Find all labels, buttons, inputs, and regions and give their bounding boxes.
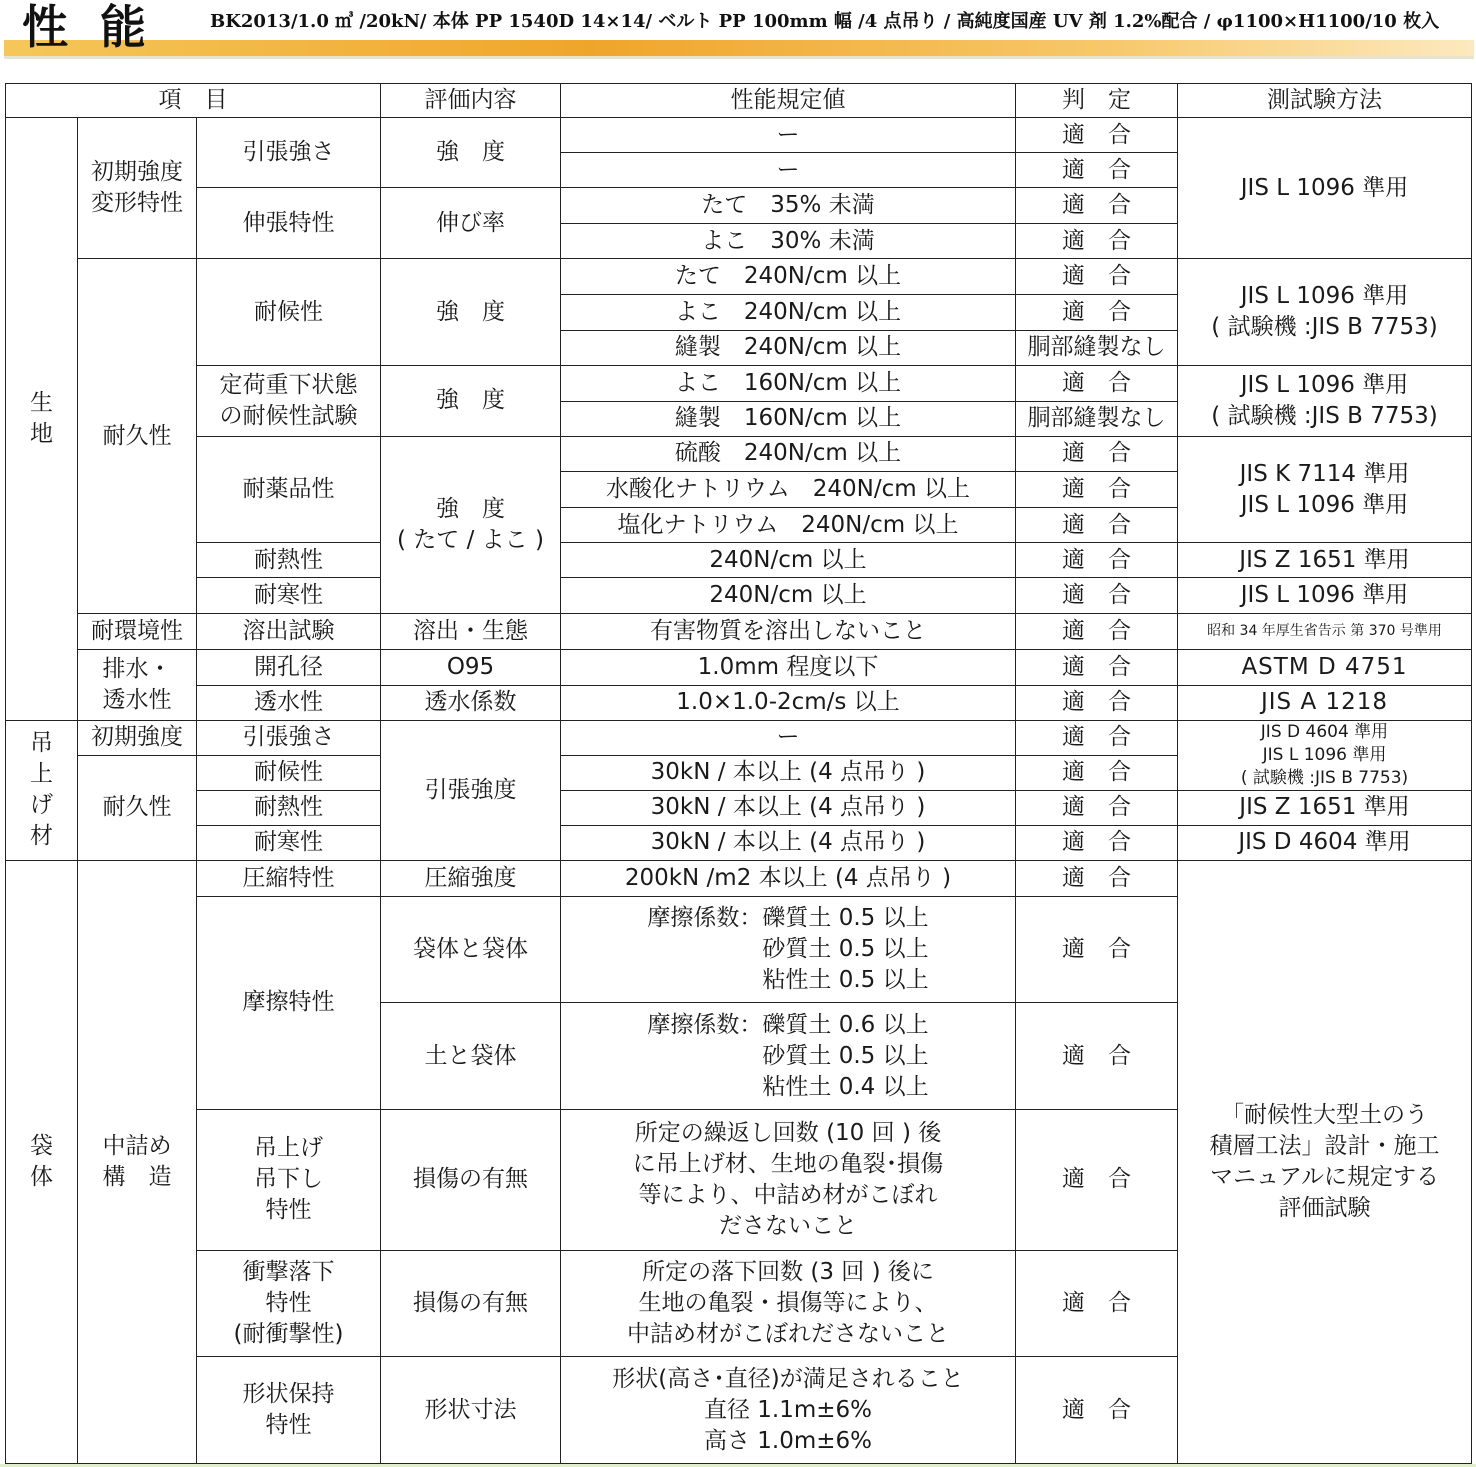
item-cold: 耐寒性 [197,578,381,614]
item-compression: 圧縮特性 [197,861,381,897]
judgement-value: 適 合 [1016,825,1178,860]
item-tensile: 引張強さ [197,118,381,188]
table-row [6,118,1472,153]
method-value: JIS Z 1651 準用 [1178,790,1472,825]
judgement-value: 適 合 [1016,861,1178,897]
eval-damage: 損傷の有無 [381,1109,561,1250]
table-row [6,720,1472,755]
col-header-item: 項 目 [6,84,381,118]
method-value: 「耐候性大型土のう 積層工法」設計・施工 マニュアルに規定する 評価試験 [1178,861,1472,1464]
judgement-value: 適 合 [1016,790,1178,825]
product-spec: BK2013/1.0 ㎥ /20kN/ 本体 PP 1540D 14×14/ ベルト PP 100mm 幅 /4 点吊り / 高純度国産 UV 剤 1.2%配合 / φ1100×H1100/10 枚入 [210,11,1440,32]
item-pore: 開孔径 [197,649,381,685]
spec-value: 30kN / 本以上 (4 点吊り ) [561,790,1016,825]
group-filling: 中詰め 構 造 [78,861,197,1464]
judgement-value: 適 合 [1016,224,1178,259]
eval-bag-bag: 袋体と袋体 [381,897,561,1003]
table-row [6,543,1472,578]
spec-value: たて 35% 未満 [561,188,1016,224]
spec-value: 240N/cm 以上 [561,578,1016,614]
table-row [6,578,1472,614]
table-header-row [6,84,1472,118]
method-value: 昭和 34 年厚生省告示 第 370 号準用 [1178,614,1472,649]
spec-value: 所定の落下回数 (3 回 ) 後に 生地の亀裂・損傷等により、 中詰め材がこぼれださないこと [561,1251,1016,1357]
method-value: JIS A 1218 [1178,685,1472,720]
judgement-value: 適 合 [1016,508,1178,543]
judgement-value: 適 合 [1016,649,1178,685]
item-friction: 摩擦特性 [197,897,381,1110]
item-lift-weather: 耐候性 [197,755,381,790]
spec-value: 形状(高さ･直径)が満足されること 直径 1.1m±6% 高さ 1.0m±6% [561,1357,1016,1464]
table-row [6,365,1472,401]
spec-value: 縫製 160N/cm 以上 [561,401,1016,436]
method-value: ASTM D 4751 [1178,649,1472,685]
judgement-value: 適 合 [1016,1109,1178,1250]
spec-value: たて 240N/cm 以上 [561,259,1016,294]
spec-value: 縫製 240N/cm 以上 [561,330,1016,365]
table-row [6,259,1472,294]
item-elution: 溶出試験 [197,614,381,649]
judgement-value: 適 合 [1016,1003,1178,1109]
spec-value: 200kN /m2 本以上 (4 点吊り ) [561,861,1016,897]
judgement-value: 適 合 [1016,720,1178,755]
group-environment: 耐環境性 [78,614,197,649]
item-weather: 耐候性 [197,259,381,365]
judgement-value: 適 合 [1016,153,1178,188]
judgement-value: 適 合 [1016,1357,1178,1464]
judgement-value: 適 合 [1016,365,1178,401]
header [0,0,1476,58]
method-value: JIS K 7114 準用 JIS L 1096 準用 [1178,436,1472,542]
method-value: JIS L 1096 準用 [1178,578,1472,614]
group-initial-strength: 初期強度 変形特性 [78,118,197,259]
eval-perm-coef: 透水係数 [381,685,561,720]
item-lift-cold: 耐寒性 [197,825,381,860]
spec-value: よこ 160N/cm 以上 [561,365,1016,401]
spec-value: 240N/cm 以上 [561,543,1016,578]
eval-strength: 強 度 [381,365,561,436]
judgement-value: 適 合 [1016,472,1178,508]
eval-shape-dim: 形状寸法 [381,1357,561,1464]
spec-value: 1.0×1.0-2cm/s 以上 [561,685,1016,720]
col-header-spec: 性能規定値 [561,84,1016,118]
col-header-eval: 評価内容 [381,84,561,118]
eval-elution-eco: 溶出・生態 [381,614,561,649]
eval-elongation-rate: 伸び率 [381,188,561,259]
section-lifting: 吊 上 げ 材 [6,720,78,860]
item-heat: 耐熱性 [197,543,381,578]
item-lift-heat: 耐熱性 [197,790,381,825]
method-value: JIS D 4604 準用 JIS L 1096 準用 ( 試験機 :JIS B 7753) [1178,720,1472,790]
spec-value: 硫酸 240N/cm 以上 [561,436,1016,471]
spec-value: よこ 240N/cm 以上 [561,294,1016,330]
table-row [6,861,1472,897]
judgement-value: 適 合 [1016,259,1178,294]
eval-strength: 強 度 [381,259,561,365]
judgement-value: 適 合 [1016,118,1178,153]
performance-table [5,83,1472,1464]
judgement-value: 適 合 [1016,755,1178,790]
page-title: 性能 [22,0,178,54]
item-lifting-char: 吊上げ 吊下し 特性 [197,1109,381,1250]
item-lift-tensile: 引張強さ [197,720,381,755]
header-accent-bar [4,40,1474,56]
item-impact: 衝撃落下 特性 (耐衝撃性) [197,1251,381,1357]
judgement-value: 適 合 [1016,1251,1178,1357]
table-row [6,436,1472,471]
judgement-value: 適 合 [1016,543,1178,578]
item-permeability: 透水性 [197,685,381,720]
judgement-value: 適 合 [1016,685,1178,720]
method-value: JIS D 4604 準用 [1178,825,1472,860]
judgement-value: 胴部縫製なし [1016,330,1178,365]
eval-strength-tv: 強 度 ( たて / よこ ) [381,436,561,613]
spec-value: 水酸化ナトリウム 240N/cm 以上 [561,472,1016,508]
spec-value: 有害物質を溶出しないこと [561,614,1016,649]
section-fabric: 生 地 [6,118,78,721]
group-drainage: 排水・ 透水性 [78,649,197,720]
table-row [6,649,1472,685]
spec-value: よこ 30% 未満 [561,224,1016,259]
eval-damage: 損傷の有無 [381,1251,561,1357]
item-chemical: 耐薬品性 [197,436,381,542]
spec-value: ー [561,118,1016,153]
spec-value: 摩擦係数：礫質土 0.6 以上 砂質土 0.5 以上 粘性土 0.4 以上 [561,1003,1016,1109]
table-row [6,790,1472,825]
eval-compressive: 圧縮強度 [381,861,561,897]
spec-value: ー [561,153,1016,188]
spec-value: ー [561,720,1016,755]
eval-soil-bag: 土と袋体 [381,1003,561,1109]
judgement-value: 適 合 [1016,188,1178,224]
eval-tensile-strength: 引張強度 [381,720,561,860]
item-loaded-weather: 定荷重下状態 の耐候性試験 [197,365,381,436]
header-divider [4,56,1474,59]
judgement-value: 適 合 [1016,897,1178,1003]
group-lift-durability: 耐久性 [78,755,197,860]
section-bag: 袋 体 [6,861,78,1464]
spec-value: 摩擦係数：礫質土 0.5 以上 砂質土 0.5 以上 粘性土 0.5 以上 [561,897,1016,1003]
method-value: JIS L 1096 準用 ( 試験機 :JIS B 7753) [1178,259,1472,365]
group-lift-initial: 初期強度 [78,720,197,755]
spec-value: 所定の繰返し回数 (10 回 ) 後 に吊上げ材、生地の亀裂･損傷 等により、中詰め材がこぼれ ださないこと [561,1109,1016,1250]
table-row [6,685,1472,720]
col-header-judgement: 判 定 [1016,84,1178,118]
method-value: JIS L 1096 準用 [1178,118,1472,259]
method-value: JIS Z 1651 準用 [1178,543,1472,578]
judgement-value: 胴部縫製なし [1016,401,1178,436]
method-value: JIS L 1096 準用 ( 試験機 :JIS B 7753) [1178,365,1472,436]
group-durability: 耐久性 [78,259,197,614]
judgement-value: 適 合 [1016,614,1178,649]
col-header-method: 測試験方法 [1178,84,1472,118]
table-row [6,825,1472,860]
item-shape: 形状保持 特性 [197,1357,381,1464]
judgement-value: 適 合 [1016,294,1178,330]
spec-value: 30kN / 本以上 (4 点吊り ) [561,825,1016,860]
table-row [6,614,1472,649]
item-elongation: 伸張特性 [197,188,381,259]
spec-value: 塩化ナトリウム 240N/cm 以上 [561,508,1016,543]
judgement-value: 適 合 [1016,578,1178,614]
eval-o95: O95 [381,649,561,685]
eval-strength: 強 度 [381,118,561,188]
judgement-value: 適 合 [1016,436,1178,471]
spec-value: 30kN / 本以上 (4 点吊り ) [561,755,1016,790]
spec-value: 1.0mm 程度以下 [561,649,1016,685]
